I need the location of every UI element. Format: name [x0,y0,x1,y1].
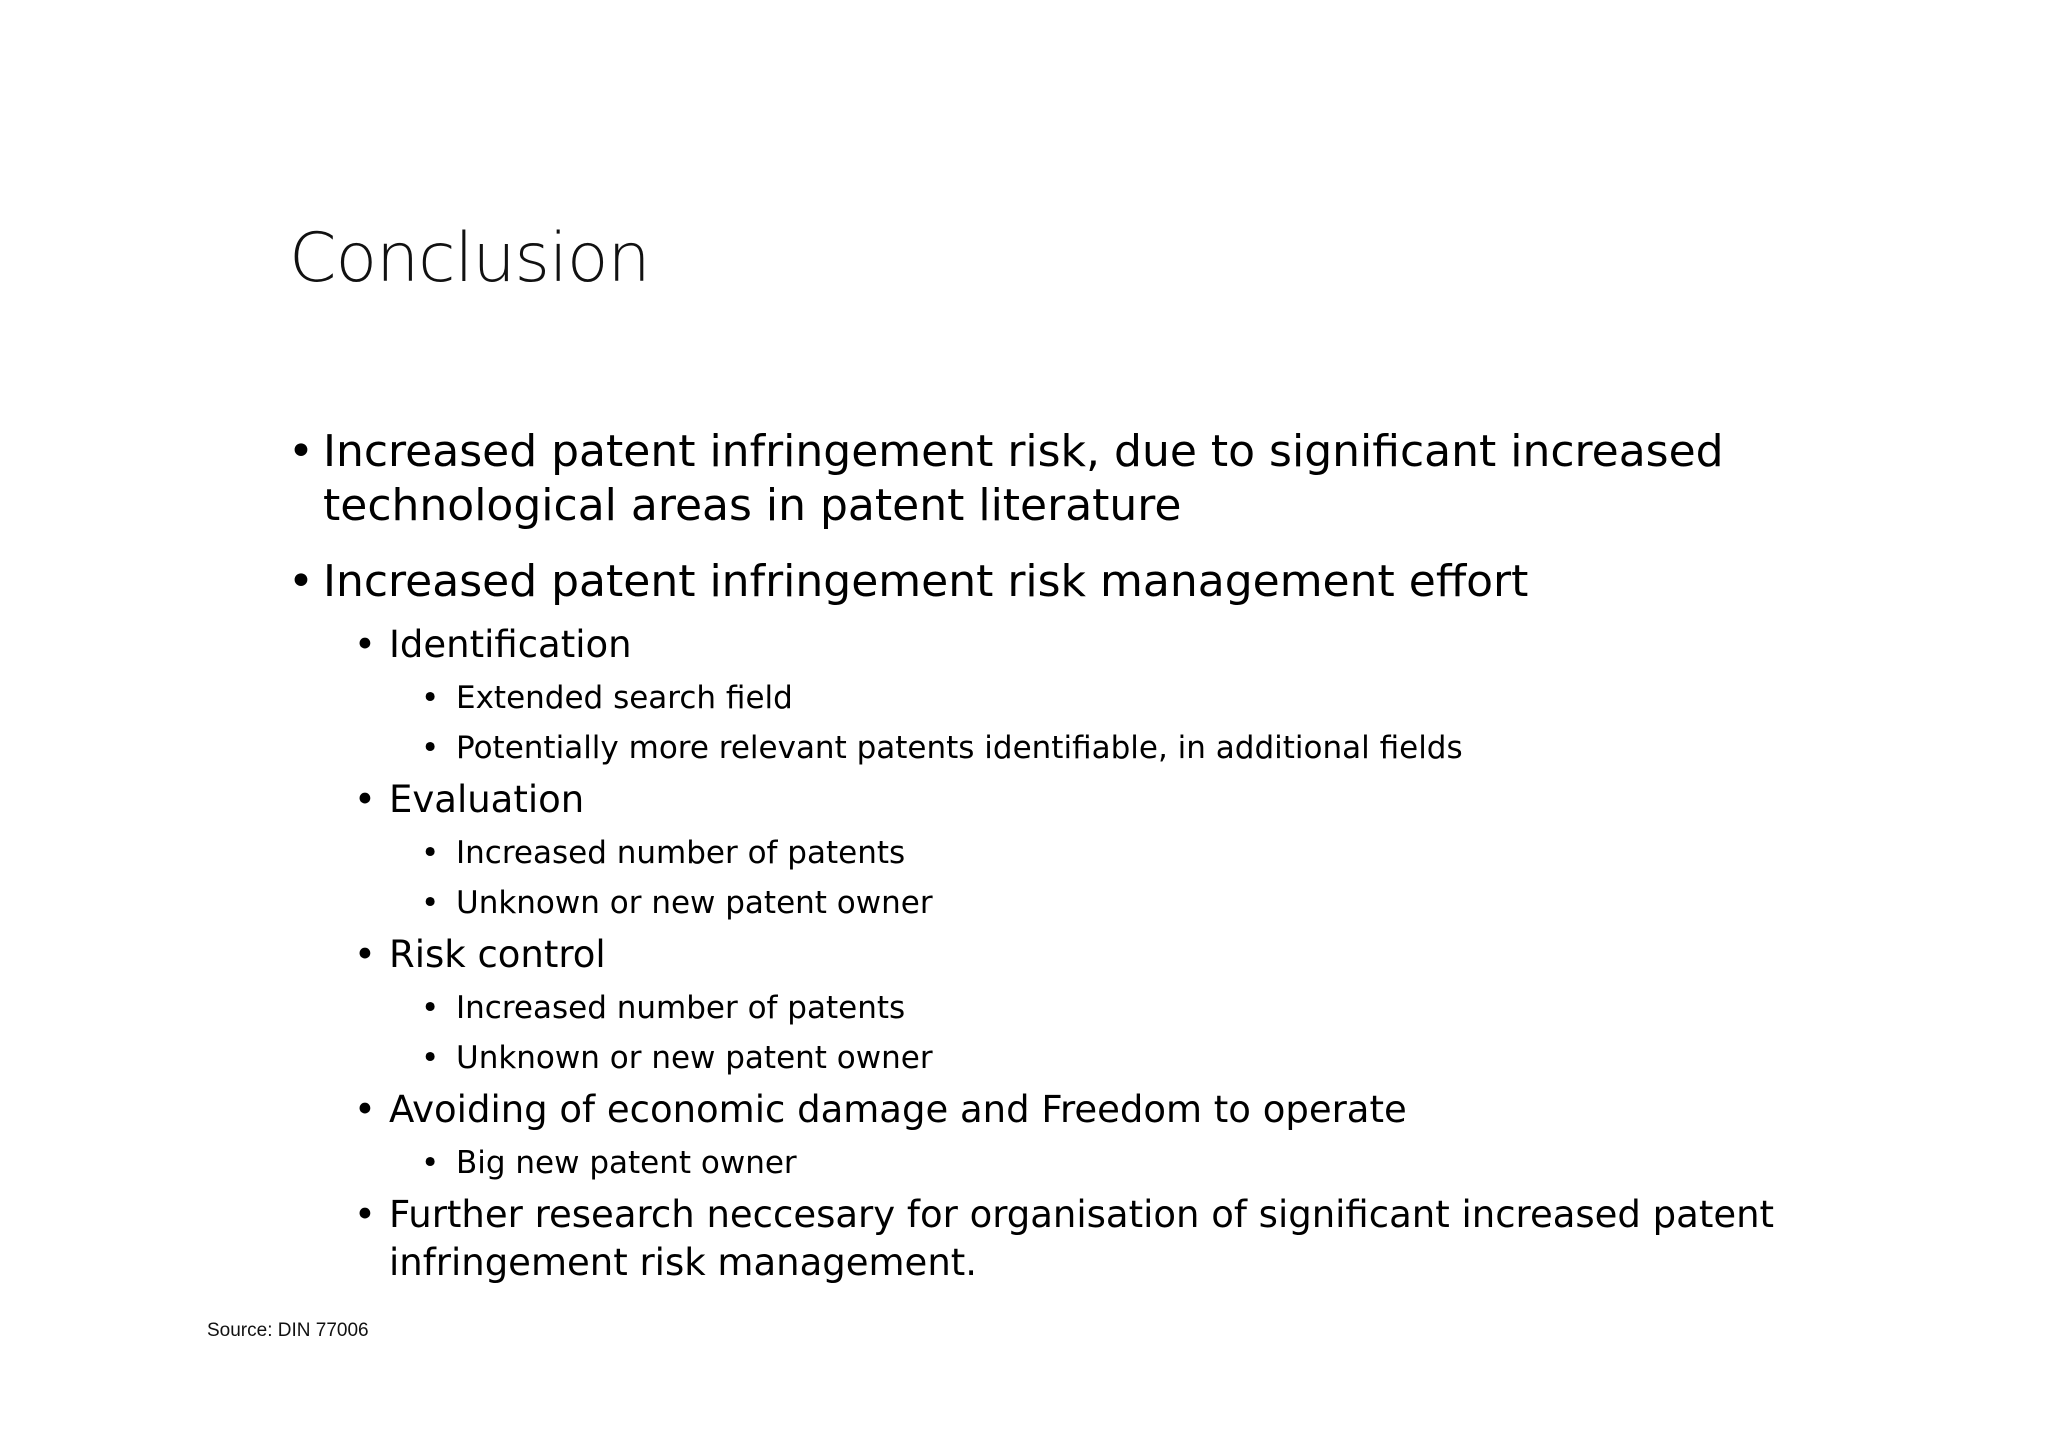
bullet-dot-icon: • [288,556,314,607]
bullet-dot-icon: • [421,1040,440,1076]
bullet-item-level-1 [288,425,1788,533]
bullet-text: Increased patent infringement risk management effort [323,556,1529,607]
bullet-text: Increased patent infringement risk, due to significant increased technological areas in patent literature [323,426,1724,531]
bullet-item-level-3 [421,986,1788,1030]
bullet-item-level-2 [354,621,1788,669]
bullet-text: Further research neccesary for organisation of significant increased patent infringement risk management. [389,1193,1775,1284]
bullet-dot-icon: • [421,1145,440,1181]
bullet-text: Potentially more relevant patents identifiable, in additional fields [456,730,1463,766]
bullet-text: Evaluation [389,778,585,821]
bullet-text: Identification [389,623,632,666]
bullet-text: Unknown or new patent owner [456,1040,933,1076]
bullet-text: Increased number of patents [456,990,906,1026]
bullet-list [288,425,1788,1294]
bullet-dot-icon: • [421,885,440,921]
slide-title: Conclusion [289,219,650,298]
bullet-item-level-2 [354,931,1788,979]
bullet-item-level-3 [421,726,1788,770]
bullet-item-level-2 [354,1086,1788,1134]
bullet-item-level-3 [421,1141,1788,1185]
bullet-text: Increased number of patents [456,835,906,871]
bullet-text: Avoiding of economic damage and Freedom to operate [389,1088,1407,1131]
bullet-item-level-2 [354,1191,1788,1287]
bullet-text: Risk control [389,933,606,976]
bullet-item-level-3 [421,676,1788,720]
bullet-item-level-3 [421,831,1788,875]
bullet-item-level-3 [421,881,1788,925]
bullet-item-level-1 [288,555,1788,609]
bullet-text: Big new patent owner [456,1145,797,1181]
bullet-dot-icon: • [354,933,376,976]
bullet-dot-icon: • [354,778,376,821]
bullet-dot-icon: • [354,623,376,666]
bullet-dot-icon: • [421,730,440,766]
source-note: Source: DIN 77006 [207,1320,369,1341]
bullet-dot-icon: • [354,1088,376,1131]
bullet-dot-icon: • [421,990,440,1026]
bullet-dot-icon: • [354,1193,376,1236]
bullet-item-level-2 [354,776,1788,824]
bullet-dot-icon: • [288,426,314,477]
bullet-dot-icon: • [421,680,440,716]
bullet-dot-icon: • [421,835,440,871]
bullet-item-level-3 [421,1036,1788,1080]
bullet-text: Extended search field [456,680,793,716]
bullet-text: Unknown or new patent owner [456,885,933,921]
